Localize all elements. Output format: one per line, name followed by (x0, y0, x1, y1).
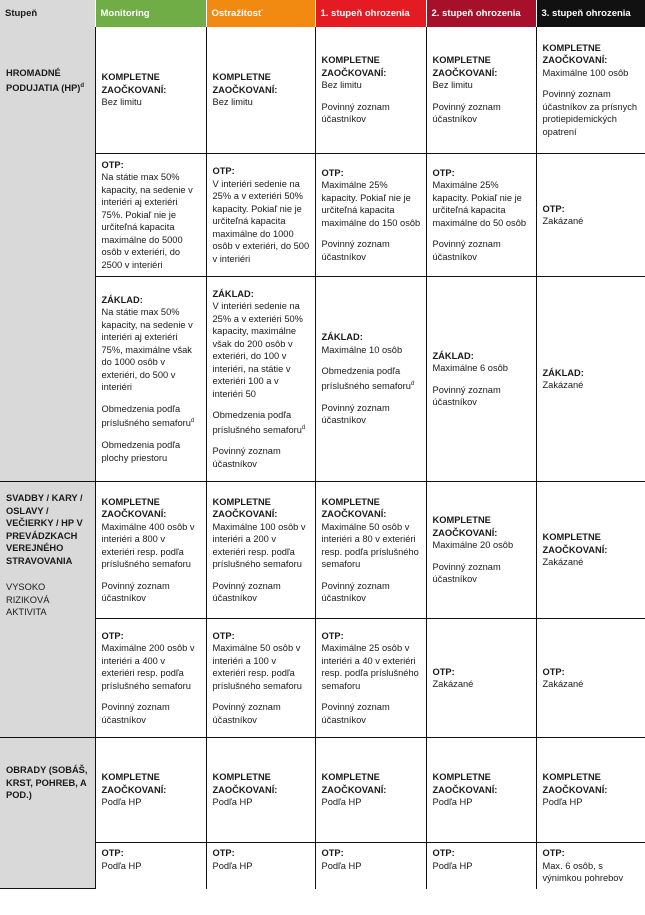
category-svadby-label: SVADBY / KARY / OSLAVY / VEČIERKY / HP V PREVÁDZKACH VEREJNÉHO STRAVOVANIA (6, 493, 83, 566)
table-row (0, 277, 645, 482)
cell-text: Maximálne 20 osôb (432, 540, 514, 551)
cell-heading: KOMPLETNE ZAOČKOVANÍ: (321, 55, 387, 78)
cell-sv-otp-stupen1 (315, 619, 426, 738)
cell-text-part: Obmedzenia podľa príslušného semaforu (212, 410, 302, 435)
category-obrady-label: OBRADY (SOBÁŠ, KRST, POHREB, A POD.) (6, 765, 88, 800)
cell-heading: ZÁKLAD: (542, 367, 584, 378)
cell-text: Zakázané (542, 679, 584, 689)
cell-heading: OTP: (212, 166, 235, 176)
cell-heading: OTP: (101, 159, 124, 170)
cell-text: Maximálne 6 osôb (432, 363, 508, 373)
cell-heading: OTP: (212, 848, 235, 858)
table-row (0, 738, 645, 843)
cell-text: Podľa HP (321, 797, 362, 808)
cell-ob-otp-ostrazitost (206, 843, 315, 889)
cell-sv-otp-ostrazitost (206, 619, 315, 738)
cell-sv-otp-stupen3 (536, 619, 645, 738)
cell-text: Bez limitu (321, 80, 362, 91)
cell-text: Povinný zoznam účastníkov (101, 702, 170, 725)
cell-ob-otp-stupen1 (315, 843, 426, 889)
cell-heading: KOMPLETNE ZAOČKOVANÍ: (212, 496, 278, 519)
cell-ob-kompletne-stupen1 (315, 738, 426, 843)
cell-text: Zakázané (542, 216, 584, 226)
cell-ob-otp-stupen2 (426, 843, 536, 889)
cell-heading: KOMPLETNE ZAOČKOVANÍ: (321, 772, 387, 795)
header-stupen-2: 2. stupeň ohrozenia (426, 0, 536, 27)
cell-heading: KOMPLETNE ZAOČKOVANÍ: (101, 496, 167, 519)
cell-hp-kompletne-stupen2 (426, 27, 536, 154)
cell-text: Bez limitu (432, 80, 473, 91)
cell-text: Maximálne 25% kapacity. Pokiaľ nie je určiteľná kapacita maximálne do 50 osôb (432, 180, 527, 228)
cell-sv-kompletne-ostrazitost (206, 482, 315, 619)
cell-sv-otp-stupen2 (426, 619, 536, 738)
cell-text: Podľa HP (212, 797, 253, 808)
cell-text: Podľa HP (101, 860, 142, 871)
cell-text: Povinný zoznam účastníkov (212, 580, 281, 603)
cell-text (322, 365, 421, 392)
cell-text: Obmedzenia podľa plochy priestoru (101, 440, 181, 463)
cell-text-part: Obmedzenia podľa príslušného semaforu (101, 403, 191, 429)
cell-heading: ZÁKLAD: (212, 288, 254, 299)
cell-text: Bez limitu (101, 97, 142, 108)
cell-text: Povinný zoznam účastníkov (432, 561, 501, 585)
cell-text: Na státie max 50% kapacity, na sedenie v interiéri aj exteriéri 75%, maximálne však do 1000 osôb v exteriéri, do 500 v interiéri (101, 307, 193, 393)
cell-heading: OTP: (212, 630, 235, 641)
cell-text: Maximálne 50 osôb v interiéri a 100 v exteriéri resp. podľa príslušného semaforu (212, 643, 302, 691)
table-row (0, 619, 645, 738)
cell-heading: OTP: (542, 203, 565, 214)
cell-text: Zakázané (432, 679, 474, 689)
cell-heading: OTP: (432, 666, 455, 677)
cell-text: Povinný zoznam účastníkov (432, 101, 501, 125)
cell-heading: KOMPLETNE ZAOČKOVANÍ: (212, 72, 278, 95)
cell-heading: ZÁKLAD: (101, 294, 143, 305)
cell-hp-otp-stupen3 (536, 154, 645, 277)
cell-text: V interiéri sedenie na 25% a v exteriéri 50% kapacity. Pokiaľ nie je určiteľná kapacita maximálne do 1000 osôb v exteriéri, do 500 v interiéri (212, 178, 310, 264)
cell-hp-otp-ostrazitost (206, 154, 315, 277)
cell-sv-kompletne-stupen3 (536, 482, 645, 619)
cell-text: Povinný zoznam účastníkov (321, 402, 390, 426)
cell-ob-kompletne-stupen3 (536, 738, 645, 843)
cell-text: Max. 6 osôb, s výnimkou pohrebov (542, 860, 624, 883)
cell-text: Podľa HP (432, 797, 473, 808)
cell-ob-otp-stupen3 (536, 843, 645, 889)
cell-text: Povinný zoznam účastníkov (212, 446, 281, 469)
cell-heading: KOMPLETNE ZAOČKOVANÍ: (542, 42, 608, 66)
cell-heading: OTP: (101, 630, 124, 641)
cell-heading: OTP: (542, 848, 565, 858)
header-stupen-1: 1. stupeň ohrozenia (315, 0, 426, 27)
cell-text (102, 403, 201, 430)
cell-sv-kompletne-stupen1 (315, 482, 426, 619)
cell-heading: OTP: (321, 630, 344, 641)
table-row (0, 482, 645, 619)
cell-hp-kompletne-stupen3 (536, 27, 645, 154)
cell-heading: KOMPLETNE ZAOČKOVANÍ: (542, 772, 608, 795)
cell-text: Povinný zoznam účastníkov za prísnych protiepidemických opatrení (542, 89, 638, 137)
cell-text: Povinný zoznam účastníkov (432, 384, 501, 407)
category-hp (0, 27, 95, 482)
cell-text: Maximálne 25 osôb v interiéri a 40 v exteriéri resp. podľa príslušného semaforu (321, 643, 419, 691)
cell-heading: OTP: (542, 666, 565, 677)
cell-ob-kompletne-ostrazitost (206, 738, 315, 843)
cell-text: Maximálne 25% kapacity. Pokiaľ nie je určiteľná kapacita maximálne do 150 osôb (321, 180, 421, 228)
cell-hp-zaklad-stupen1 (315, 277, 426, 482)
header-ostrazitost: Ostražitosť (206, 0, 315, 27)
cell-text: Maximálne 400 osôb v interiéri a 800 v exteriéri resp. podľa príslušného semaforu (101, 521, 195, 569)
cell-hp-kompletne-ostrazitost (206, 27, 315, 154)
cell-text: Maximálne 10 osôb (321, 344, 403, 355)
cell-heading: KOMPLETNE ZAOČKOVANÍ: (101, 72, 167, 95)
cell-hp-kompletne-stupen1 (315, 27, 426, 154)
cell-hp-kompletne-monitoring (95, 27, 206, 154)
cell-text: Povinný zoznam účastníkov (432, 239, 501, 262)
cell-text-part: Obmedzenia podľa príslušného semaforu (321, 366, 411, 392)
cell-text: Povinný zoznam účastníkov (321, 580, 390, 603)
cell-hp-otp-stupen1 (315, 154, 426, 277)
category-svadby-risk: VYSOKO RIZIKOVÁ AKTIVITA (6, 582, 50, 617)
cell-hp-zaklad-ostrazitost (206, 277, 315, 482)
footnote-marker: d (190, 418, 195, 425)
cell-text (213, 409, 310, 436)
cell-heading: OTP: (321, 848, 344, 858)
cell-heading: OTP: (432, 167, 455, 178)
cell-text: Na státie max 50% kapacity, na sedenie v interiéri aj exteriéri 75%. Pokiaľ nie je určiteľná kapacita maximálne do 5000 osôb v exteriéri, do 2500 v interiéri (101, 172, 193, 270)
cell-heading: ZÁKLAD: (432, 350, 474, 361)
footnote-marker: d (80, 82, 85, 89)
header-stupen-3: 3. stupeň ohrozenia (536, 0, 645, 27)
cell-heading: OTP: (432, 848, 455, 858)
cell-ob-kompletne-stupen2 (426, 738, 536, 843)
cell-text: Zakázané (542, 557, 584, 568)
category-hp-label: HROMADNÉ PODUJATIA (HP) (6, 68, 81, 93)
table-row (0, 154, 645, 277)
cell-heading: KOMPLETNE ZAOČKOVANÍ: (321, 496, 387, 519)
cell-text: Povinný zoznam účastníkov (321, 101, 390, 125)
footnote-marker: d (301, 424, 306, 431)
cell-heading: OTP: (101, 848, 124, 858)
cell-text: Podľa HP (321, 860, 362, 871)
category-obrady (0, 738, 95, 889)
table-row (0, 843, 645, 889)
cell-heading: OTP: (321, 167, 344, 178)
cell-text: Podľa HP (432, 860, 473, 871)
cell-text: Maximálne 200 osôb v interiéri a 400 v exteriéri resp. podľa príslušného semaforu (101, 643, 195, 691)
cell-text: Povinný zoznam účastníkov (321, 702, 390, 725)
cell-text: Maximálne 100 osôb (542, 67, 629, 78)
header-row (0, 0, 645, 27)
category-svadby (0, 482, 95, 738)
footnote-marker: d (410, 380, 415, 387)
cell-heading: KOMPLETNE ZAOČKOVANÍ: (542, 532, 608, 555)
cell-text: Maximálne 50 osôb v interiéri a 80 v exteriéri resp. podľa príslušného semaforu (321, 521, 419, 569)
cell-text: Podľa HP (101, 797, 142, 808)
cell-heading: KOMPLETNE ZAOČKOVANÍ: (212, 772, 278, 795)
cell-heading: ZÁKLAD: (321, 332, 363, 343)
cell-hp-otp-monitoring (95, 154, 206, 277)
cell-hp-zaklad-monitoring (95, 277, 206, 482)
cell-hp-zaklad-stupen2 (426, 277, 536, 482)
cell-text: Povinný zoznam účastníkov (212, 702, 281, 725)
cell-text: Povinný zoznam účastníkov (321, 239, 390, 262)
cell-sv-otp-monitoring (95, 619, 206, 738)
cell-sv-kompletne-monitoring (95, 482, 206, 619)
cell-text: Podľa HP (542, 797, 583, 808)
cell-hp-otp-stupen2 (426, 154, 536, 277)
cell-heading: KOMPLETNE ZAOČKOVANÍ: (101, 772, 167, 795)
table-row (0, 27, 645, 154)
cell-ob-otp-monitoring (95, 843, 206, 889)
cell-ob-kompletne-monitoring (95, 738, 206, 843)
cell-sv-kompletne-stupen2 (426, 482, 536, 619)
cell-heading: KOMPLETNE ZAOČKOVANÍ: (432, 772, 498, 795)
cell-hp-zaklad-stupen3 (536, 277, 645, 482)
cell-text: Bez limitu (212, 97, 253, 108)
cell-heading: KOMPLETNE ZAOČKOVANÍ: (432, 55, 498, 78)
cell-text: Zakázané (542, 380, 584, 390)
cell-text: V interiéri sedenie na 25% a v exteriéri 50% kapacity, maximálne však do 200 osôb v exteriéri, do 100 v interiéri, na státie v exteriéri 100 a v interiéri 50 (212, 301, 303, 399)
header-stupen: Stupeň (0, 0, 95, 27)
cell-text: Maximálne 100 osôb v interiéri a 200 v exteriéri resp. podľa príslušného semaforu (212, 521, 306, 569)
header-monitoring: Monitoring (95, 0, 206, 27)
cell-heading: KOMPLETNE ZAOČKOVANÍ: (432, 515, 498, 538)
cell-text: Podľa HP (212, 860, 253, 871)
cell-text: Povinný zoznam účastníkov (101, 580, 170, 603)
